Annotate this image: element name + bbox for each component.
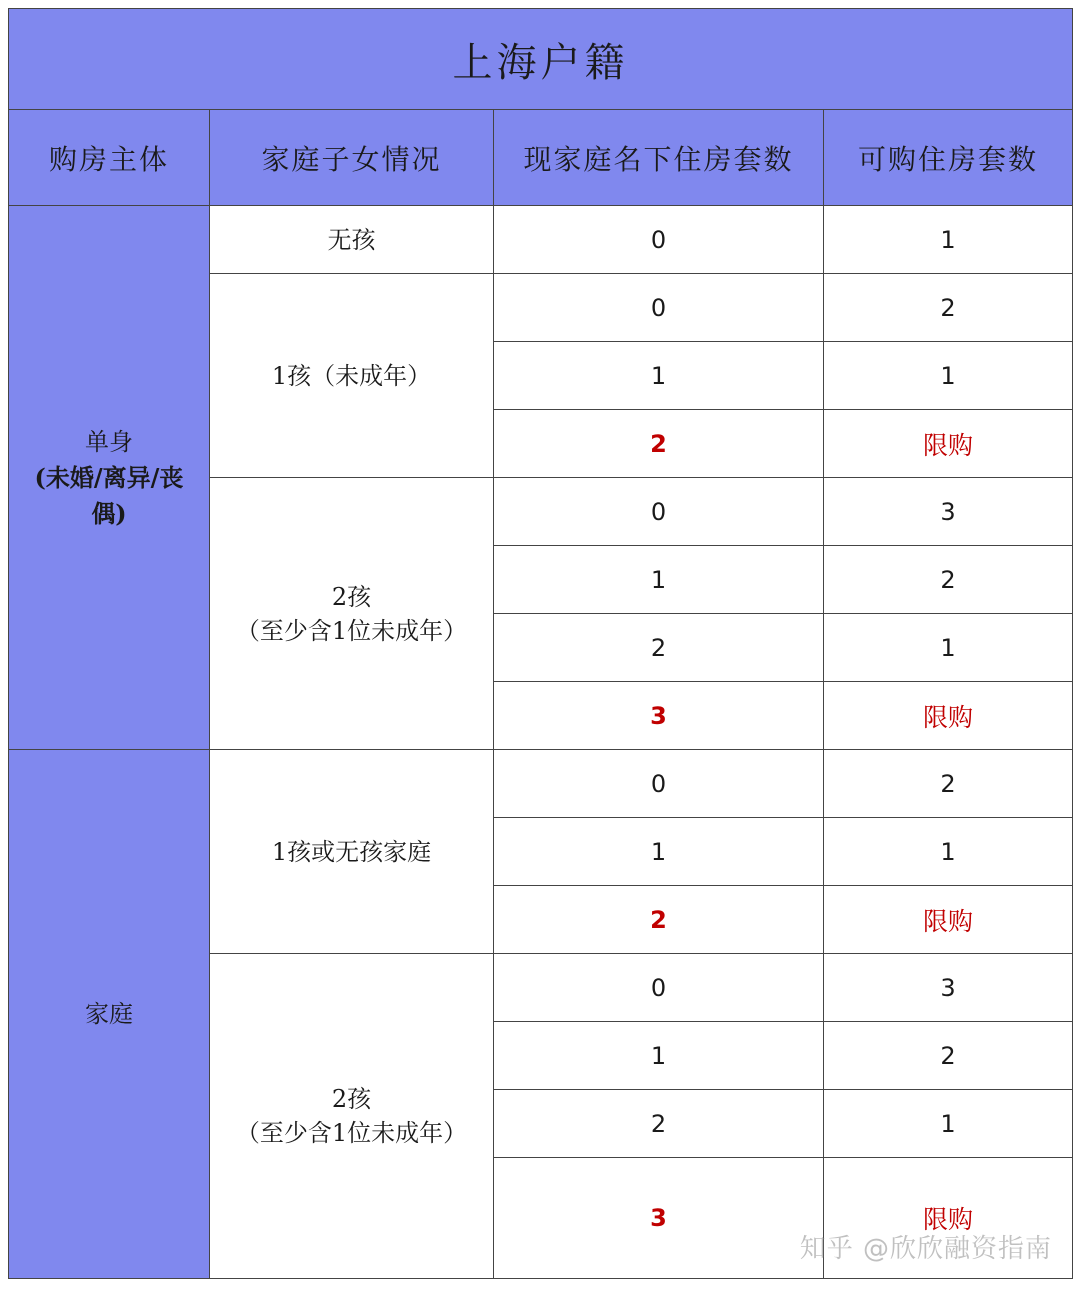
table-row: [9, 206, 1073, 274]
can-buy-limit: 限购: [824, 886, 1073, 954]
housing-purchase-table: [8, 8, 1073, 1279]
kids-two-line2: （至少含1位未成年）: [235, 616, 468, 645]
subject-single-line3: 偶): [91, 498, 127, 528]
title-row: [9, 9, 1073, 110]
owned-count: 0: [494, 274, 824, 342]
header-children: 家庭子女情况: [210, 110, 494, 206]
can-buy-count: 2: [824, 274, 1073, 342]
subject-single-line2: (未婚/离异/丧: [34, 462, 184, 492]
can-buy-count: 1: [824, 206, 1073, 274]
owned-count: 2: [494, 614, 824, 682]
header-row: [9, 110, 1073, 206]
owned-count-limit: 3: [494, 1158, 824, 1279]
can-buy-count: 2: [824, 1022, 1073, 1090]
subject-family: 家庭: [9, 750, 210, 1279]
kids-one-minor: 1孩（未成年）: [210, 274, 494, 478]
owned-count: 0: [494, 954, 824, 1022]
owned-count-limit: 2: [494, 886, 824, 954]
owned-count: 2: [494, 1090, 824, 1158]
header-owned: 现家庭名下住房套数: [494, 110, 824, 206]
kids-two-family-line2: （至少含1位未成年）: [235, 1119, 468, 1147]
owned-count: 1: [494, 1022, 824, 1090]
subject-single-line1: 单身: [85, 427, 133, 456]
table-title: 上海户籍: [9, 9, 1073, 110]
kids-two-family: [210, 954, 494, 1279]
can-buy-limit: 限购: [824, 682, 1073, 750]
can-buy-count: 1: [824, 614, 1073, 682]
can-buy-limit: 限购: [824, 410, 1073, 478]
owned-count: 1: [494, 818, 824, 886]
kids-two: [210, 478, 494, 750]
can-buy-count: 3: [824, 954, 1073, 1022]
can-buy-count: 2: [824, 750, 1073, 818]
table-row: [9, 750, 1073, 818]
kids-none: 无孩: [210, 206, 494, 274]
can-buy-count: 3: [824, 478, 1073, 546]
watermark: 知乎 @欣欣融资指南: [799, 1234, 1052, 1264]
owned-count: 1: [494, 546, 824, 614]
subject-single: [9, 206, 210, 750]
can-buy-count: 1: [824, 1090, 1073, 1158]
owned-count: 1: [494, 342, 824, 410]
can-buy-limit: 限购: [824, 1158, 1073, 1279]
header-can-buy: 可购住房套数: [824, 110, 1073, 206]
owned-count-limit: 2: [494, 410, 824, 478]
owned-count: 0: [494, 478, 824, 546]
kids-two-line1: 2孩: [331, 582, 372, 611]
owned-count: 0: [494, 750, 824, 818]
owned-count-limit: 3: [494, 682, 824, 750]
can-buy-count: 1: [824, 818, 1073, 886]
header-subject: 购房主体: [9, 110, 210, 206]
can-buy-count: 2: [824, 546, 1073, 614]
owned-count: 0: [494, 206, 824, 274]
can-buy-count: 1: [824, 342, 1073, 410]
kids-two-family-line1: 2孩: [331, 1085, 372, 1113]
kids-one-or-none: 1孩或无孩家庭: [210, 750, 494, 954]
